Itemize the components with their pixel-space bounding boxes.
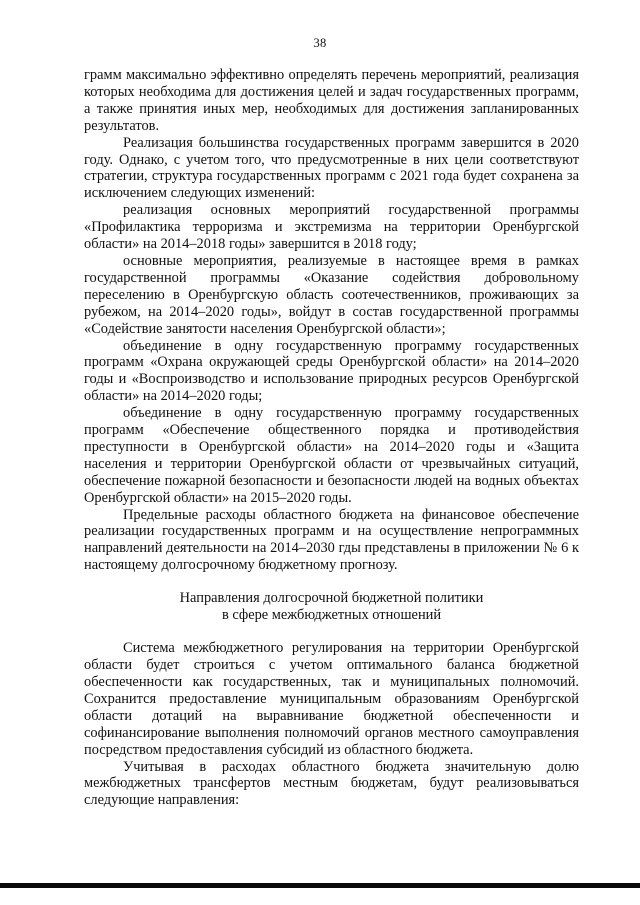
document-body	[84, 67, 579, 809]
section-heading-line-1: Направления долгосрочной бюджетной политики	[179, 590, 484, 607]
paragraph: Предельные расходы областного бюджета на финансовое обеспечение реализации государственных программ и на осуществление непрограммных направлений деятельности на 2014–2030 гды представлены в приложении № 6 к настоящему долгосрочному бюджетному прогнозу.	[84, 506, 579, 574]
list-paragraph: объединение в одну государственную программу государственных программ «Охрана окружающей среды Оренбургской области» на 2014–2020 годы и «Воспроизводство и использование природных ресурсов Оренбургской области» на 2014–2020 годы;	[84, 337, 579, 405]
paragraph-continuation: грамм максимально эффективно определять перечень мероприятий, реализация которых необходима для достижения целей и задач государственных программ, а также принятия иных мер, необходимых для достижения запланированных результатов.	[84, 67, 579, 134]
list-paragraph: объединение в одну государственную программу государственных программ «Обеспечение общественного порядка и противодействия преступности в Оренбургской области» на 2014–2020 годы и «Защита населения и территории Оренбургской области от чрезвычайных ситуаций, обеспечение пожарной безопасности и безопасности людей на водных объектах Оренбургской области» на 2015–2020 годы.	[84, 405, 579, 506]
list-paragraph: основные мероприятия, реализуемые в настоящее время в рамках государственной программы «Оказание содействия добровольному переселению в Оренбургскую область соотечественников, проживающих за рубежом, на 2014–2020 годы», войдут в состав государственной программы «Содействие занятости населения Оренбургской области»;	[84, 252, 579, 337]
section-heading-line-2: в сфере межбюджетных отношений	[221, 607, 442, 624]
paragraph: Система межбюджетного регулирования на территории Оренбургской области будет строиться с учетом оптимального баланса бюджетной обеспеченности как государственных, так и муниципальных полномочий. Сохранится предоставление муниципальным образованиям Оренбургской области дотаций на выравнивание бюджетной обеспеченности и софинансирование выполнения полномочий органов местного самоуправления посредством предоставления субсидий из областного бюджета.	[84, 640, 579, 758]
list-paragraph: реализация основных мероприятий государственной программы «Профилактика терроризма и экстремизма на территории Оренбургской области» на 2014–2018 годы» завершится в 2018 году;	[84, 202, 579, 253]
scan-bottom-border	[0, 883, 640, 888]
page-number: 38	[313, 36, 327, 50]
section-heading	[84, 590, 579, 624]
paragraph: Учитывая в расходах областного бюджета значительную долю межбюджетных трансфертов местным бюджетам, будут реализовываться следующие направления:	[84, 758, 579, 809]
paragraph: Реализация большинства государственных программ завершится в 2020 году. Однако, с учетом того, что предусмотренные в них цели соответствуют стратегии, структура государственных программ с 2021 года будет сохранена за исключением следующих изменений:	[84, 134, 579, 202]
